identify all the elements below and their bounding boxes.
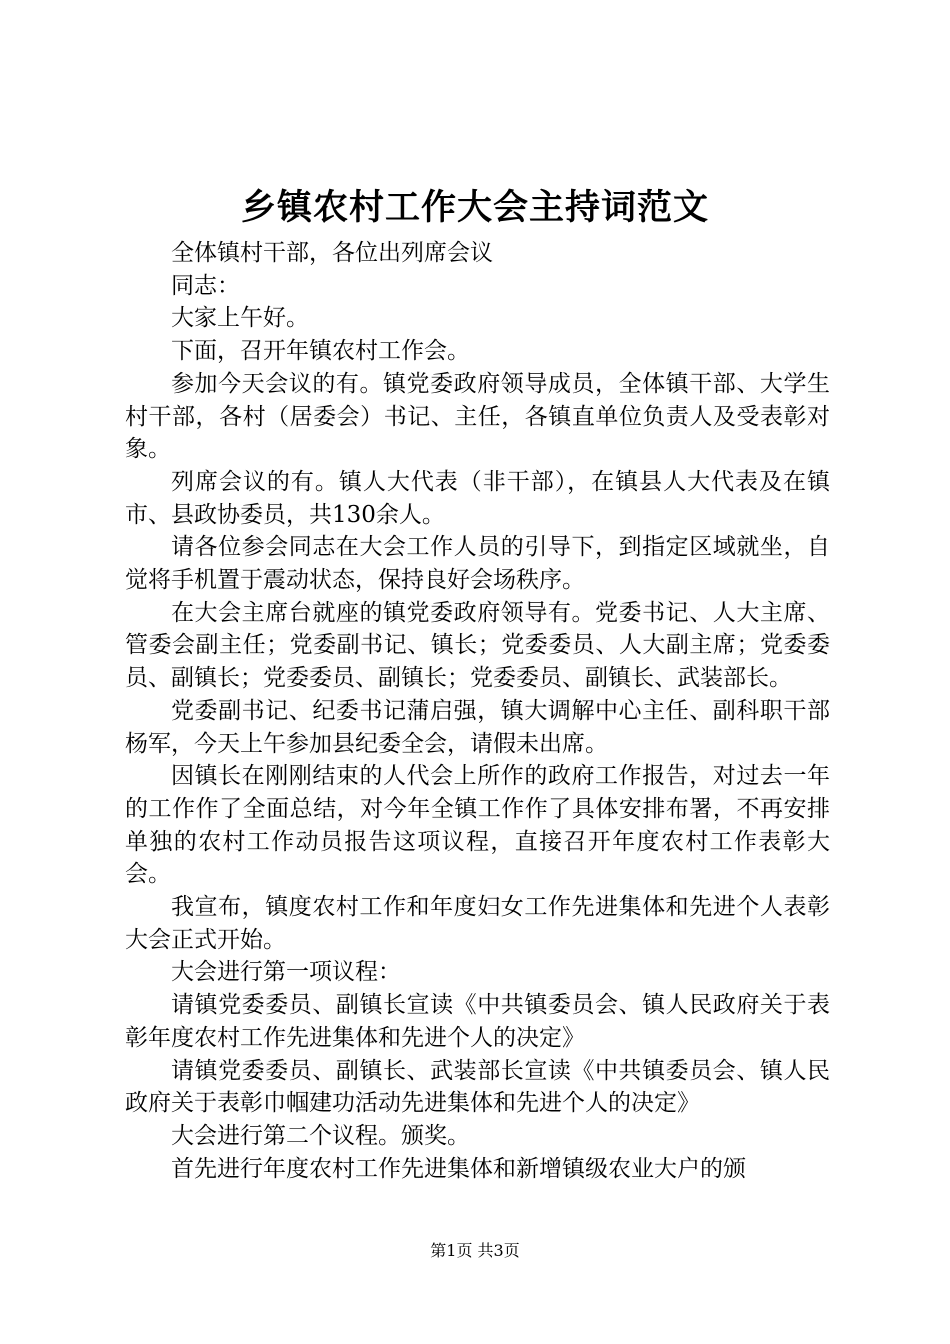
paragraph: 下面，召开年镇农村工作会。 xyxy=(171,338,470,365)
paragraph: 大会进行第一项议程： xyxy=(171,959,401,986)
paragraph: 全体镇村干部，各位出列席会议 xyxy=(171,240,493,266)
paragraph: 参加今天会议的有。镇党委政府领导成员，全体镇干部、大学生村干部，各村（居委会）书记、主任，各镇直单位负责人及受表彰对象。 xyxy=(125,370,830,463)
paragraph: 在大会主席台就座的镇党委政府领导有。党委书记、人大主席、管委会副主任；党委副书记、镇长；党委委员、人大副主席；党委委员、副镇长；党委委员、副镇长；党委委员、副镇长、武装部长。 xyxy=(125,599,830,692)
paragraph: 列席会议的有。镇人大代表（非干部），在镇县人大代表及在镇市、县政协委员，共130余人。 xyxy=(125,468,830,528)
paragraph: 大家上午好。 xyxy=(171,305,309,332)
document-body xyxy=(125,237,830,1185)
paragraph: 因镇长在刚刚结束的人代会上所作的政府工作报告，对过去一年的工作作了全面总结，对今年全镇工作作了具体安排布署，不再安排单独的农村工作动员报告这项议程，直接召开年度农村工作表彰大会。 xyxy=(125,763,830,888)
page-footer xyxy=(0,1239,950,1263)
paragraph: 请各位参会同志在大会工作人员的引导下，到指定区域就坐，自觉将手机置于震动状态，保持良好会场秩序。 xyxy=(125,534,830,594)
paragraph: 请镇党委委员、副镇长宣读《中共镇委员会、镇人民政府关于表彰年度农村工作先进集体和先进个人的决定》 xyxy=(125,992,830,1051)
paragraph: 大会进行第二个议程。颁奖。 xyxy=(171,1122,470,1149)
document-title: 乡镇农村工作大会主持词范文 xyxy=(240,187,709,228)
paragraph: 党委副书记、纪委书记蒲启强，镇大调解中心主任、副科职干部杨军，今天上午参加县纪委全会，请假未出席。 xyxy=(125,697,830,757)
paragraph: 请镇党委委员、副镇长、武装部长宣读《中共镇委员会、镇人民政府关于表彰巾帼建功活动先进集体和先进个人的决定》 xyxy=(125,1057,830,1117)
paragraph: 我宣布，镇度农村工作和年度妇女工作先进集体和先进个人表彰大会正式开始。 xyxy=(125,894,830,953)
page-number: 第1页 共3页 xyxy=(430,1241,520,1260)
paragraph: 同志： xyxy=(171,272,240,299)
paragraph: 首先进行年度农村工作先进集体和新增镇级农业大户的颁 xyxy=(171,1155,746,1182)
